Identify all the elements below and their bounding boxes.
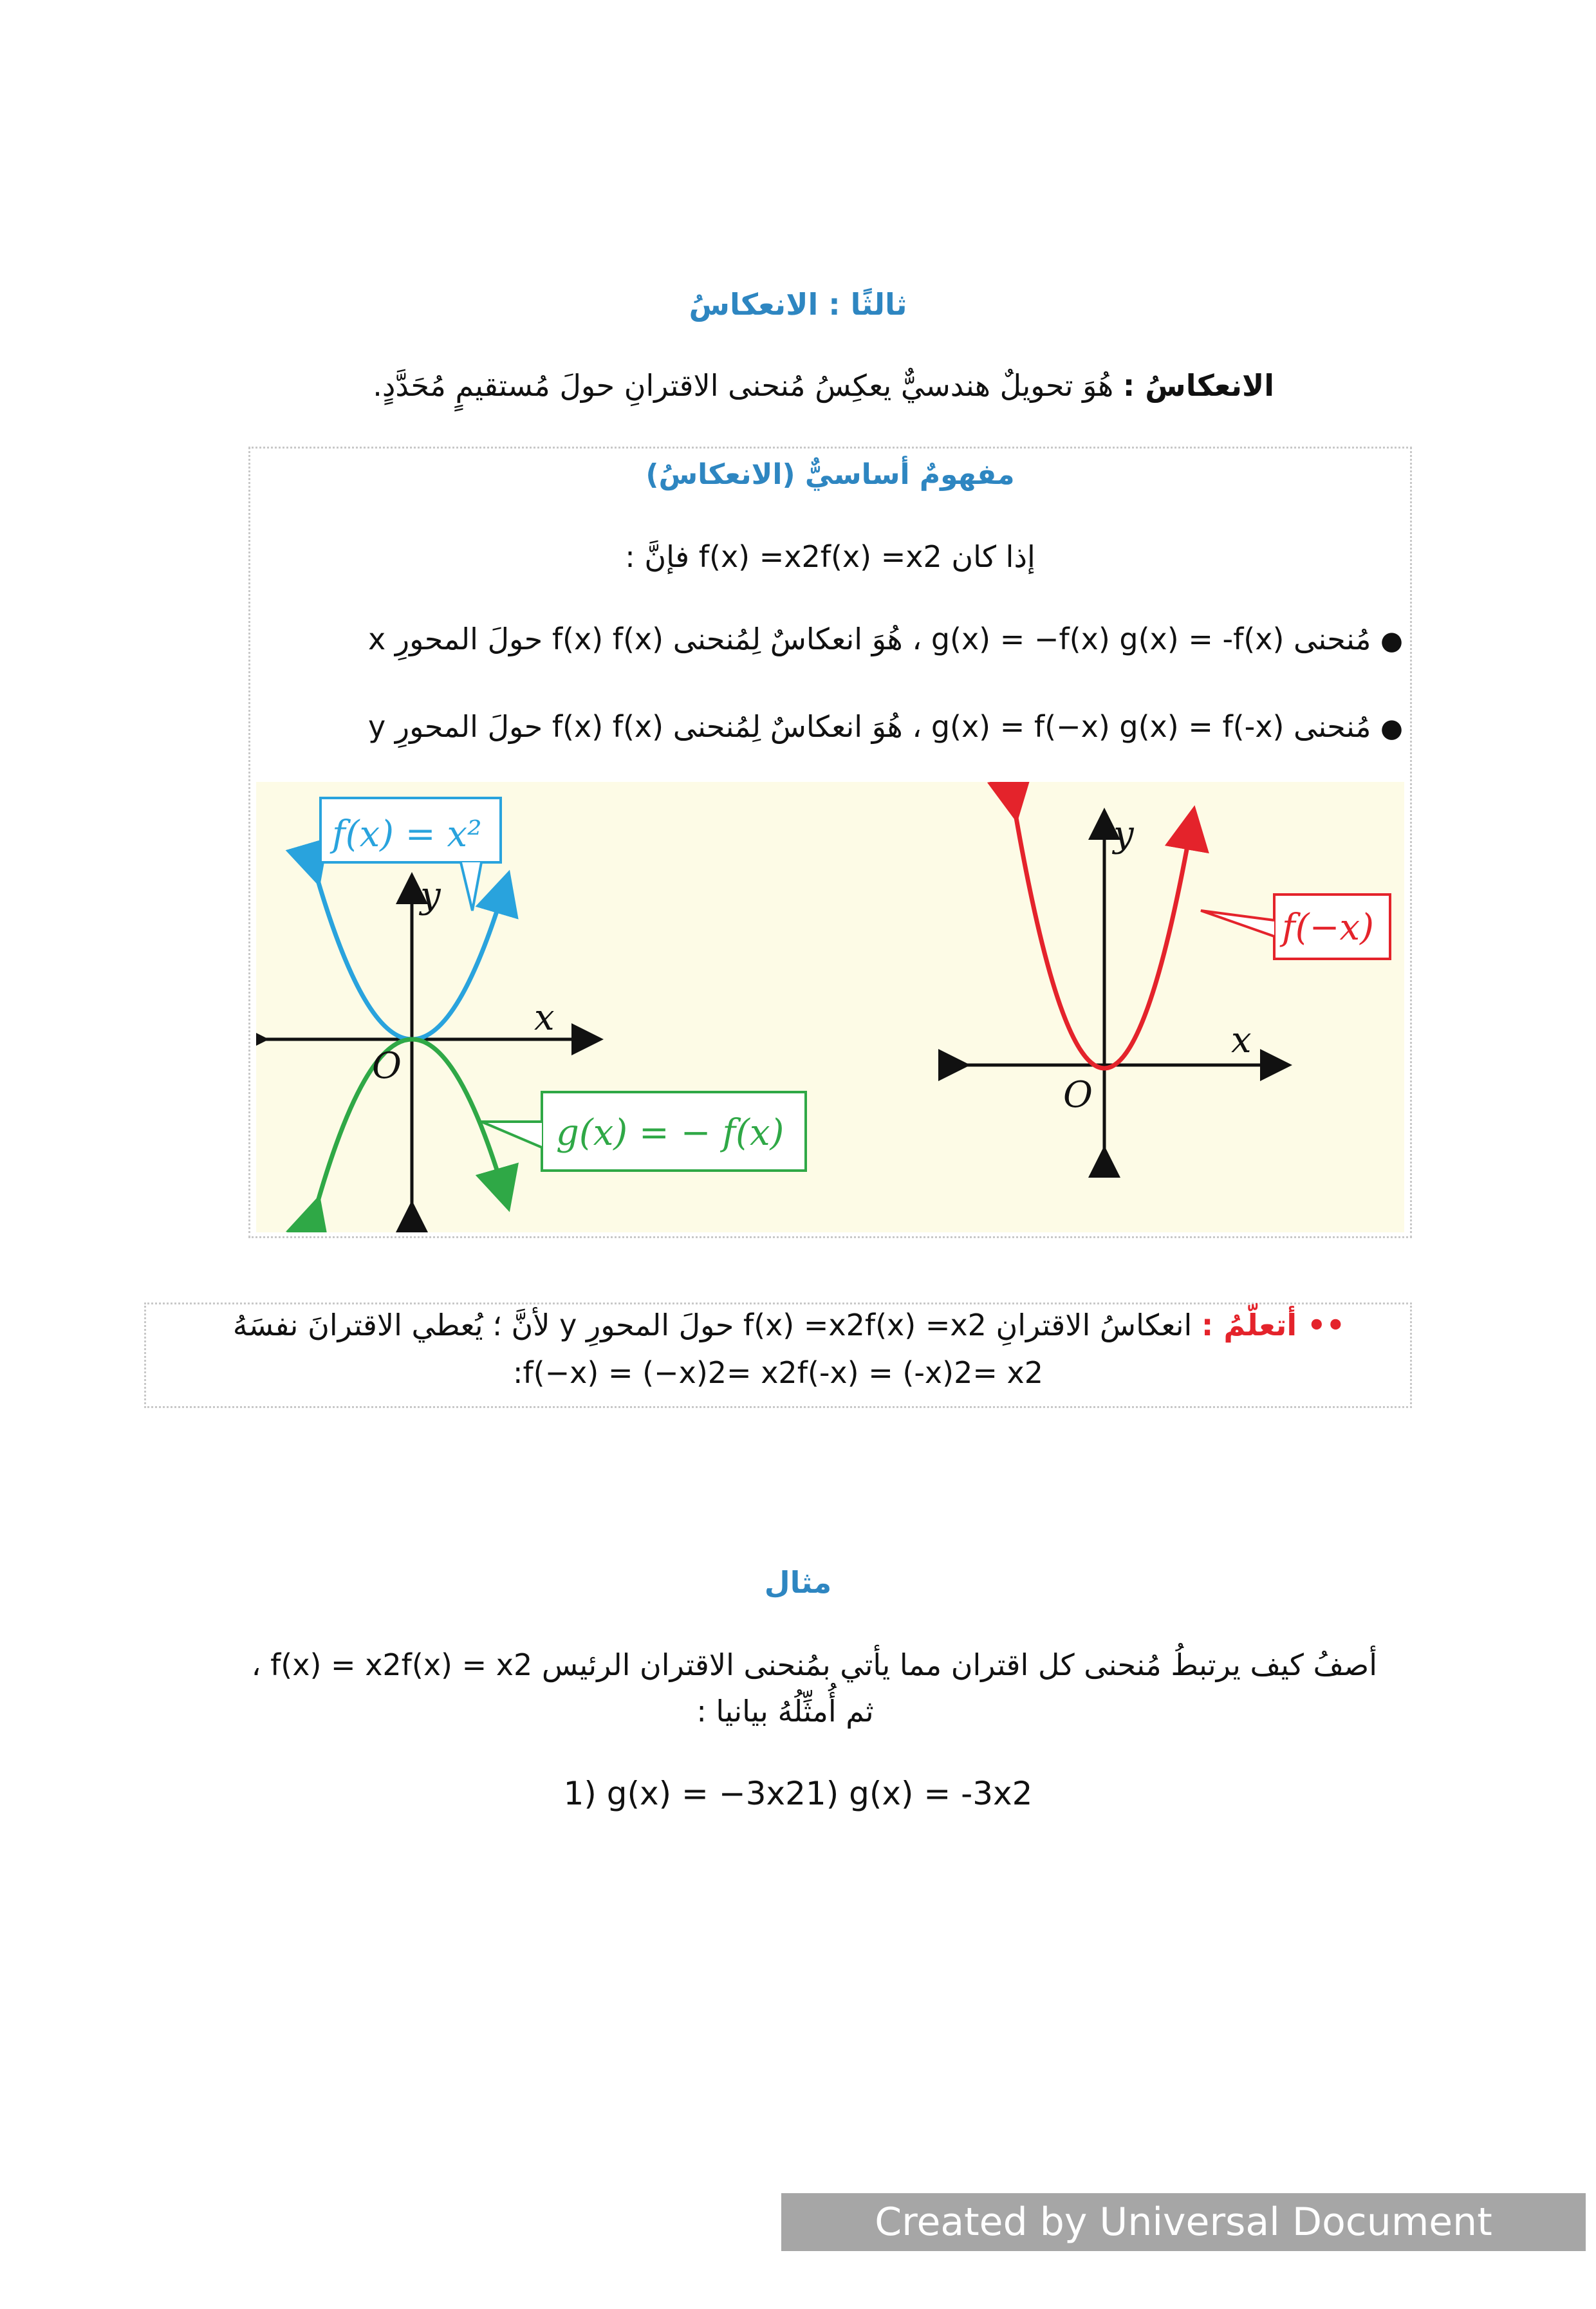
left-f-label: f(x) = x² xyxy=(332,813,482,855)
note-line-2: f(−x) = (−x)2= x2f(-x) = (-x)2= x2: xyxy=(512,1355,1044,1390)
concept-condition: إذا كان f(x) =x2f(x) =x2 فإنَّ : xyxy=(625,539,1035,574)
example-title: مثال xyxy=(764,1565,832,1600)
definition-line xyxy=(322,368,1274,403)
right-origin-label: O xyxy=(1063,1074,1093,1116)
left-f-callout-pointer xyxy=(461,862,481,911)
left-graph xyxy=(263,798,806,1207)
right-f-label: f(−x) xyxy=(1282,907,1374,949)
concept-bullet-2 xyxy=(264,709,1403,744)
example-instruction-1: أصفُ كيف يرتبطُ مُنحنى كل اقتران مما يأتي بمُنحنى الاقتران الرئيس f(x) = x2f(x) = x2 ، xyxy=(251,1647,1377,1682)
left-x-label: x xyxy=(534,997,555,1039)
example-item-1: 1) g(x) = −3x21) g(x) = -3x2 xyxy=(563,1775,1033,1812)
bullet-2-text: مُنحنى g(x) = f(−x) g(x) = f(-x) ، هُوَ انعكاسٌ لِمُنحنى f(x) f(x) حولَ المحورِ y xyxy=(368,709,1371,744)
right-x-label: x xyxy=(1231,1019,1252,1061)
definition-term: الانعكاسُ : xyxy=(1122,368,1274,403)
left-origin-label: O xyxy=(372,1045,402,1087)
right-f-callout-pointer xyxy=(1201,911,1274,936)
converter-banner: Created by Universal Document Converter xyxy=(781,2193,1586,2251)
note-line-1 xyxy=(154,1308,1345,1342)
right-graph xyxy=(964,813,1390,1152)
reflection-figures xyxy=(256,782,1404,1232)
bullet-icon: ● xyxy=(1380,626,1403,656)
section-title: ثالثًا : الانعكاسُ xyxy=(689,287,907,322)
example-instruction-2: ثم أُمثِّلُهُ بيانيا : xyxy=(696,1694,874,1729)
bullet-icon: ● xyxy=(1380,714,1403,743)
left-y-label: y xyxy=(420,875,441,916)
concept-bullet-1 xyxy=(264,622,1403,656)
bullet-1-text: مُنحنى g(x) = −f(x) g(x) = -f(x) ، هُوَ انعكاسٌ لِمُنحنى f(x) f(x) حولَ المحورِ x xyxy=(368,622,1371,656)
note-label: •• أتعلّمُ : xyxy=(1201,1308,1345,1342)
left-g-callout-pointer xyxy=(481,1122,542,1147)
left-g-label: g(x) = − f(x) xyxy=(556,1112,784,1154)
right-y-label: y xyxy=(1113,813,1134,855)
note-line-1-text: انعكاسُ الاقترانِ f(x) =x2f(x) =x2 حولَ المحورِ y لأنَّ ؛ يُعطي الاقترانَ نفسَهُ xyxy=(232,1308,1192,1342)
concept-title: مفهومٌ أساسيٌّ (الانعكاسُ) xyxy=(645,458,1015,491)
definition-text: هُوَ تحويلٌ هندسيٌّ يعكِسُ مُنحنى الاقترانِ حولَ مُستقيمٍ مُحَدَّدٍ. xyxy=(373,368,1114,403)
